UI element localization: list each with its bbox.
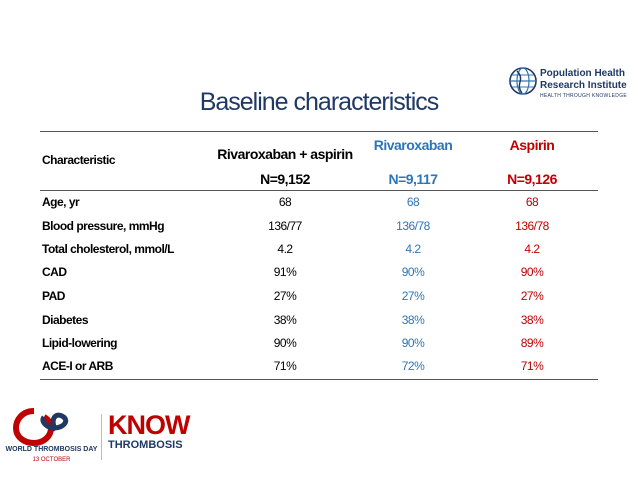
header-col-1-n: N=9,152 <box>260 171 310 187</box>
row-label: Age, yr <box>42 195 80 209</box>
logo-tagline: HEALTH THROUGH KNOWLEDGE <box>540 93 628 99</box>
row-label: Diabetes <box>42 313 89 327</box>
footer-divider <box>101 414 102 460</box>
row-value-col-1: 71% <box>273 359 297 373</box>
row-value-col-3: 136/78 <box>515 219 549 233</box>
table-header-rule <box>40 190 598 191</box>
row-label: CAD <box>42 265 67 279</box>
row-value-col-2: 4.2 <box>405 242 421 256</box>
phri-logo <box>508 66 632 106</box>
row-value-col-2: 90% <box>401 265 425 279</box>
header-col-2-name: Rivaroxaban <box>373 137 453 153</box>
row-label: ACE-I or ARB <box>42 359 113 373</box>
row-value-col-2: 27% <box>401 289 425 303</box>
row-value-col-1: 91% <box>273 265 297 279</box>
header-col-3-n: N=9,126 <box>507 171 557 187</box>
row-value-col-1: 136/77 <box>268 219 302 233</box>
row-value-col-2: 136/78 <box>396 219 430 233</box>
row-value-col-1: 38% <box>273 313 297 327</box>
world-thrombosis-day-logo <box>4 408 99 474</box>
row-value-col-1: 4.2 <box>277 242 293 256</box>
row-value-col-3: 71% <box>520 359 544 373</box>
logo-line-1: Population Health <box>540 68 625 79</box>
row-value-col-2: 90% <box>401 336 425 350</box>
know-thrombosis-logo <box>108 411 189 452</box>
thrombosis-text: THROMBOSIS <box>108 439 183 451</box>
row-value-col-2: 72% <box>401 359 425 373</box>
row-value-col-3: 27% <box>520 289 544 303</box>
header-col-3-name: Aspirin <box>509 137 555 153</box>
row-value-col-1: 27% <box>273 289 297 303</box>
table-top-rule <box>40 131 598 132</box>
row-value-col-1: 90% <box>273 336 297 350</box>
row-label: Blood pressure, mmHg <box>42 219 165 233</box>
header-characteristic: Characteristic <box>42 153 116 167</box>
row-value-col-1: 68 <box>278 195 292 209</box>
row-label: PAD <box>42 289 65 303</box>
row-value-col-3: 90% <box>520 265 544 279</box>
row-value-col-2: 38% <box>401 313 425 327</box>
wtd-label: WORLD THROMBOSIS DAY <box>5 446 98 453</box>
header-col-1-name: Rivaroxaban + aspirin <box>217 146 353 162</box>
know-text: KNOW <box>108 410 190 440</box>
row-value-col-3: 89% <box>520 336 544 350</box>
row-label: Total cholesterol, mmol/L <box>42 242 174 256</box>
table-bottom-rule <box>40 379 598 380</box>
header-col-2-n: N=9,117 <box>388 171 438 187</box>
row-value-col-3: 4.2 <box>524 242 540 256</box>
droplet-loop-icon <box>4 408 99 446</box>
logo-line-2: Research Institute <box>540 80 627 91</box>
row-value-col-2: 68 <box>406 195 420 209</box>
row-value-col-3: 68 <box>525 195 539 209</box>
globe-icon <box>508 66 538 96</box>
row-label: Lipid-lowering <box>42 336 117 350</box>
row-value-col-3: 38% <box>520 313 544 327</box>
wtd-date: 13 OCTOBER <box>32 457 71 463</box>
slide-title: Baseline characteristics <box>199 88 439 116</box>
